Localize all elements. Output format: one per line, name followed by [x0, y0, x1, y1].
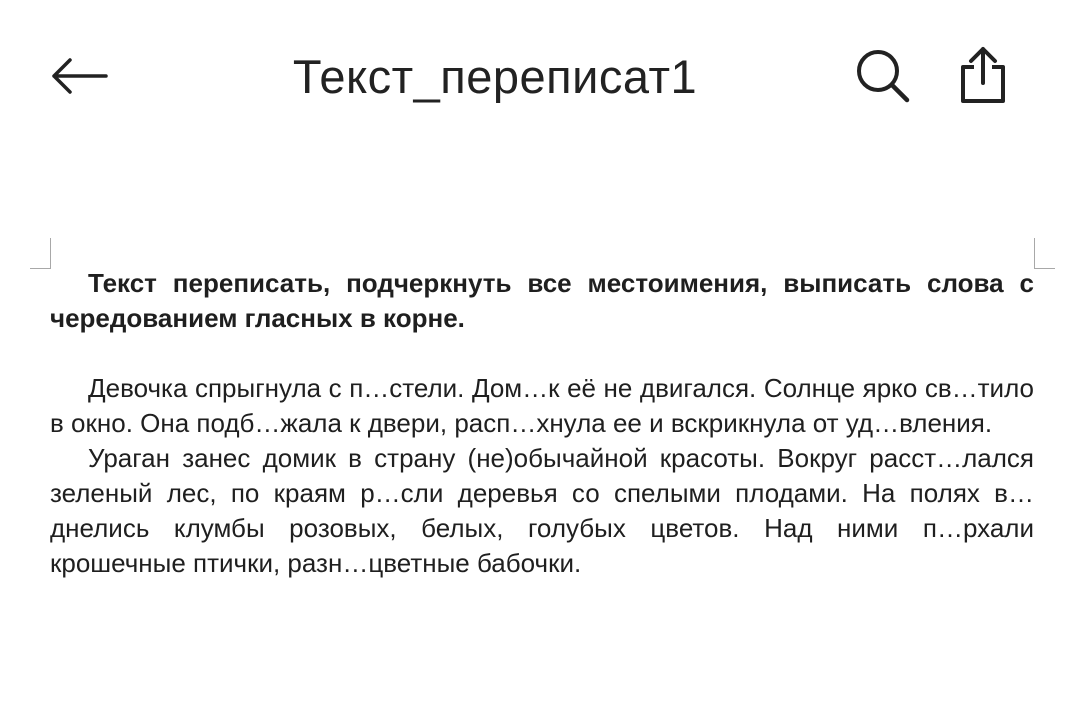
search-button[interactable] — [851, 46, 913, 108]
paragraph-1: Девочка спрыгнула с п…стели. Дом…к её не двигался. Солнце ярко св…тило в окно. Она подб…жала к двери, расп…хнула ее и вскрикнула от уд…вления. — [50, 373, 1034, 438]
share-icon — [958, 43, 1008, 110]
app-toolbar — [0, 0, 1080, 150]
page-corner-mark-left — [30, 238, 51, 269]
paragraph-spacer — [50, 336, 1034, 371]
arrow-left-icon — [48, 56, 110, 101]
back-button[interactable] — [46, 50, 112, 106]
search-icon — [853, 46, 911, 109]
page-corner-mark-right — [1034, 238, 1055, 269]
assignment-heading: Текст переписать, подчеркнуть все местоимения, выписать слова с чередованием гласных в корне. — [50, 268, 1034, 333]
paragraph-2: Ураган занес домик в страну (не)обычайной красоты. Вокруг расст…лался зеленый лес, по краям р…сли деревья со спелыми плодами. На полях в…днелись клумбы розовых, белых, голубых цветов. Над ними п…рхали крошечные птички, разн…цветные бабочки. — [50, 443, 1034, 578]
document-title: Текст_переписат1 — [292, 50, 698, 103]
document-body — [50, 266, 1034, 581]
share-button[interactable] — [952, 44, 1014, 108]
